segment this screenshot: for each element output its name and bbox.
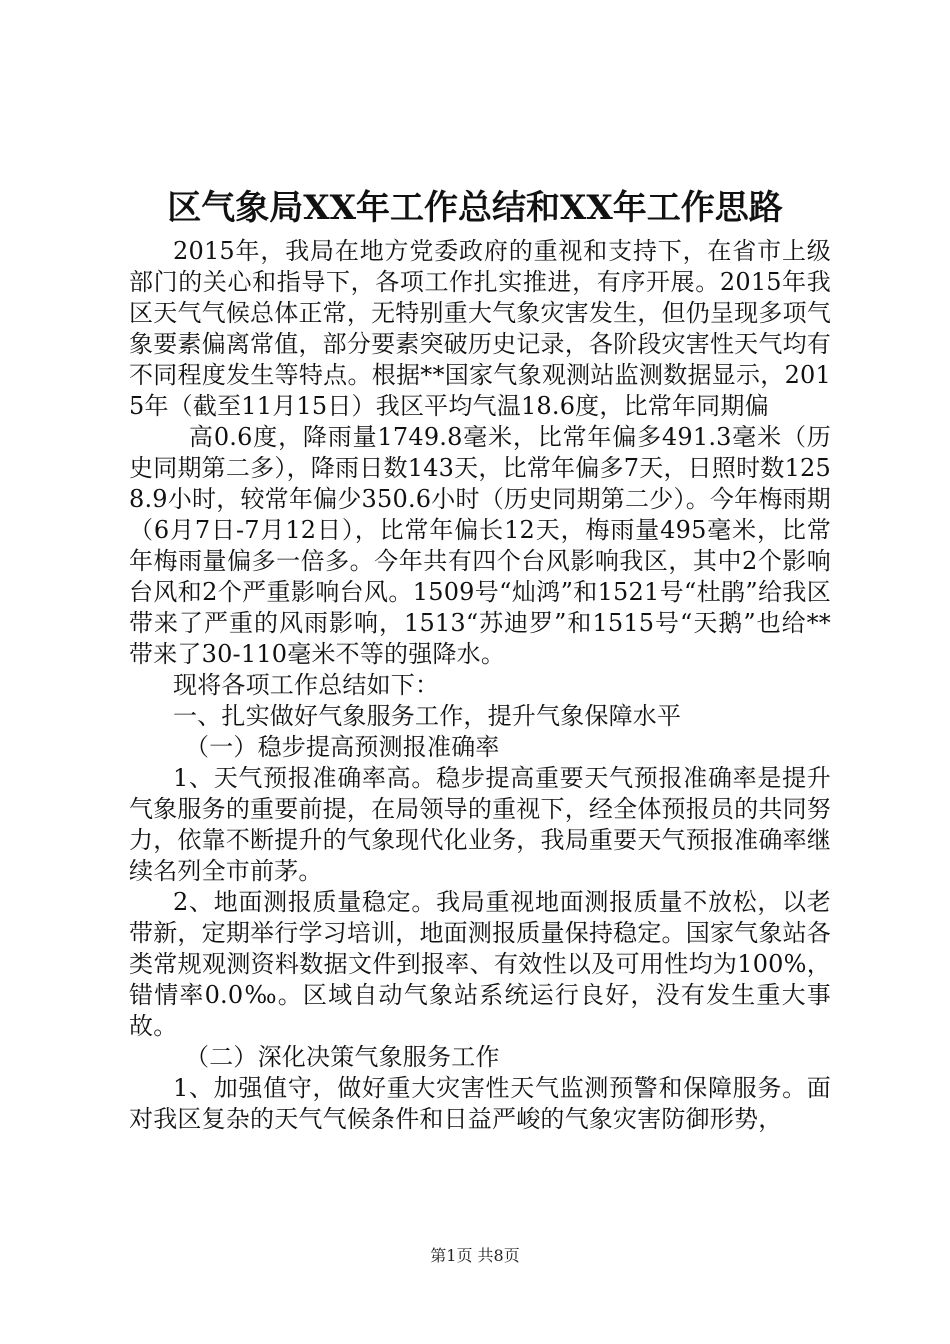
paragraph-climate-stats: 高0.6度，降雨量1749.8毫米，比常年偏多491.3毫米（历史同期第二多），降雨日数143天，比常年偏多7天，日照时数1258.9小时，较常年偏少350.6小时（历史同期第二少）。今年梅雨期（6月7日-7月12日），比常年偏长12天，梅雨量495毫米，比常年梅雨量偏多一倍多。今年共有四个台风影响我区，其中2个影响台风和2个严重影响台风。1509号“灿鸿”和1521号“杜鹃”给我区带来了严重的风雨影响，1513“苏迪罗”和1515号“天鹅”也给**带来了30-110毫米不等的强降水。 (129, 423, 831, 668)
page-number-footer: 第1页 共8页 (430, 1246, 520, 1265)
paragraph-forecast-accuracy: 1、天气预报准确率高。稳步提高重要天气预报准确率是提升气象服务的重要前提，在局领导的重视下，经全体预报员的共同努力，依靠不断提升的气象现代化业务，我局重要天气预报准确率继续名列全市前茅。 (129, 764, 831, 885)
subsection-heading-2: （二）深化决策气象服务工作 (185, 1043, 500, 1071)
document-title: 区气象局XX年工作总结和XX年工作思路 (167, 188, 783, 228)
subsection-heading-1: （一）稳步提高预测报准确率 (185, 733, 500, 761)
paragraph-observation-quality: 2、地面测报质量稳定。我局重视地面测报质量不放松，以老带新，定期举行学习培训，地面测报质量保持稳定。国家气象站各类常规观测资料数据文件到报率、有效性以及可用性均为100%，错情率0.0‰。区域自动气象站系统运行良好，没有发生重大事故。 (129, 888, 831, 1040)
paragraph-duty-service: 1、加强值守，做好重大灾害性天气监测预警和保障服务。面对我区复杂的天气气候条件和日益严峻的气象灾害防御形势， (129, 1074, 831, 1133)
paragraph-summary-lead: 现将各项工作总结如下： (173, 671, 440, 699)
paragraph-intro: 2015年，我局在地方党委政府的重视和支持下，在省市上级部门的关心和指导下，各项工作扎实推进，有序开展。2015年我区天气气候总体正常，无特别重大气象灾害发生，但仍呈现多项气象要素偏离常值，部分要素突破历史记录，各阶段灾害性天气均有不同程度发生等特点。根据**国家气象观测站监测数据显示，2015年（截至11月15日）我区平均气温18.6度，比常年同期偏 (129, 237, 831, 420)
section-heading-1: 一、扎实做好气象服务工作，提升气象保障水平 (173, 702, 682, 730)
document-body (129, 236, 831, 1135)
